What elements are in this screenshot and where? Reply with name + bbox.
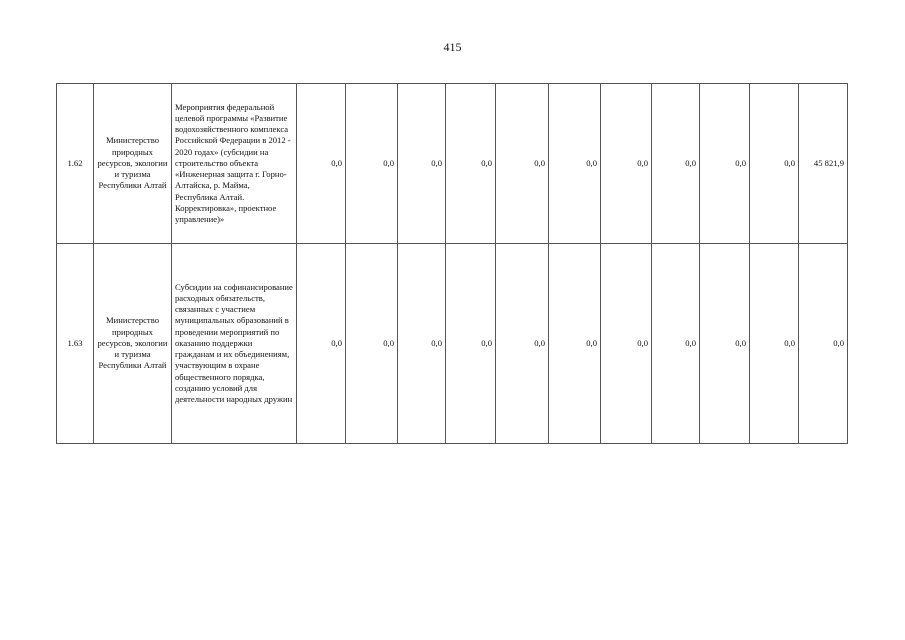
responsible-executor: Министерство природных ресурсов, экологии и туризма Республики Алтай <box>94 244 172 444</box>
program-table <box>56 83 848 444</box>
value-cell: 0,0 <box>750 84 799 244</box>
value-cell: 0,0 <box>398 84 446 244</box>
value-cell: 0,0 <box>700 84 750 244</box>
value-cell: 0,0 <box>750 244 799 444</box>
value-cell: 0,0 <box>398 244 446 444</box>
activity-description: Мероприятия федеральной целевой программы «Развитие водохозяйственного комплекса Российской Федерации в 2012 - 2020 годах» (субсидии на строительство объекта «Инженерная защита г. Горно-Алтайска, р. Майма, Республика Алтай. Корректировка», проектное управление)» <box>172 84 297 244</box>
value-cell: 0,0 <box>346 244 398 444</box>
activity-description: Субсидии на софинансирование расходных обязательств, связанных с участием муниципальных образований в проведении мероприятий по оказанию поддержки гражданам и их объединениям, участвующим в охране общественного порядка, созданию условий для деятельности народных дружин <box>172 244 297 444</box>
value-cell: 0,0 <box>446 244 496 444</box>
row-number: 1.63 <box>57 244 94 444</box>
value-cell: 0,0 <box>601 244 652 444</box>
page-number: 415 <box>443 40 462 54</box>
value-cell: 0,0 <box>601 84 652 244</box>
value-cell: 0,0 <box>700 244 750 444</box>
value-cell: 0,0 <box>799 244 848 444</box>
value-cell: 0,0 <box>549 84 601 244</box>
value-cell: 0,0 <box>446 84 496 244</box>
responsible-executor: Министерство природных ресурсов, экологии и туризма Республики Алтай <box>94 84 172 244</box>
value-cell: 0,0 <box>297 84 346 244</box>
value-cell: 0,0 <box>496 84 549 244</box>
table-row <box>57 84 848 244</box>
value-cell: 0,0 <box>297 244 346 444</box>
value-cell: 45 821,9 <box>799 84 848 244</box>
value-cell: 0,0 <box>549 244 601 444</box>
value-cell: 0,0 <box>496 244 549 444</box>
value-cell: 0,0 <box>346 84 398 244</box>
value-cell: 0,0 <box>652 244 700 444</box>
table-row <box>57 244 848 444</box>
value-cell: 0,0 <box>652 84 700 244</box>
row-number: 1.62 <box>57 84 94 244</box>
